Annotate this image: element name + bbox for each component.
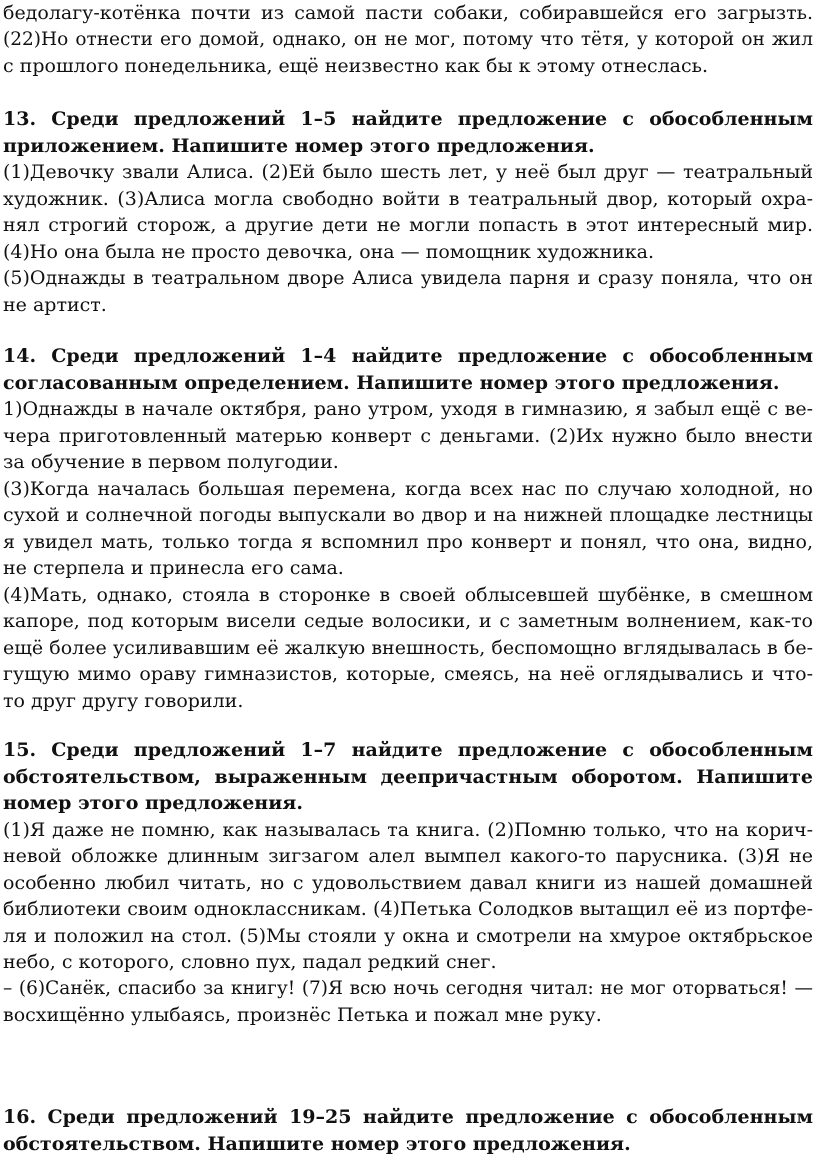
question-14-text: гущую мимо ораву гимназистов, которые, смеясь, на неё оглядывались и что- bbox=[3, 663, 813, 685]
question-14-text: за обучение в первом полугодии. bbox=[3, 451, 339, 473]
question-14-text: ещё более усиливавшим её жалкую внешность, беспомощно вглядывалась в бе- bbox=[3, 636, 813, 659]
question-16-heading: 16. Среди предложений 19–25 найдите предложение с обособленным bbox=[3, 1106, 813, 1128]
question-13-text: художник. (3)Алиса могла свободно войти в театральный двор, который охра- bbox=[3, 187, 813, 210]
question-15-text: (1)Я даже не помню, как называлась та книга. (2)Помню только, что на корич- bbox=[3, 818, 813, 841]
question-15-text: особенно любил читать, но с удовольствием давал книги из нашей домашней bbox=[3, 871, 813, 894]
question-13-text: (1)Девочку звали Алиса. (2)Ей было шесть лет, у неё был друг — театральный bbox=[3, 161, 813, 183]
question-15-text: библиотеки своим одноклассникам. (4)Петька Солодков вытащил её из портфе- bbox=[3, 898, 813, 920]
question-14-heading: 14. Среди предложений 1–4 найдите предложение с обособленным bbox=[3, 345, 813, 367]
question-14-text: чера приготовленный матерью конверт с деньгами. (2)Их нужно было внести bbox=[3, 424, 813, 447]
question-13-text: не артист. bbox=[3, 293, 107, 316]
question-14-text: сухой и солнечной погоды выпускали во двор и на нижней площадке лестницы bbox=[3, 504, 813, 526]
intro-line: бедолагу-котёнка почти из самой пасти собаки, собиравшейся его загрызть. bbox=[3, 2, 813, 24]
question-15-text: ля и положил на стол. (5)Мы стояли у окна и смотрели на хмурое октябрьское bbox=[3, 924, 813, 947]
question-15-heading: 15. Среди предложений 1–7 найдите предложение с обособленным bbox=[3, 739, 813, 761]
question-13-heading: 13. Среди предложений 1–5 найдите предложение с обособленным bbox=[3, 108, 813, 130]
question-16-heading: обстоятельством. Напишите номер этого предложения. bbox=[3, 1132, 631, 1155]
intro-line: с прошлого понедельника, ещё неизвестно как бы к этому отнеслась. bbox=[3, 55, 709, 77]
question-14-text: не стерпела и принесла его сама. bbox=[3, 557, 344, 579]
question-15-heading: номер этого предложения. bbox=[3, 792, 303, 814]
question-14-heading: согласованным определением. Напишите номер этого предложения. bbox=[3, 371, 780, 394]
question-14-text: капоре, под которым висели седые волосики, и с заметным волнением, как-то bbox=[3, 610, 813, 632]
question-14-text: я увидел мать, только тогда я вспомнил про конверт и понял, что она, видно, bbox=[3, 530, 813, 553]
question-16 bbox=[3, 1104, 813, 1157]
question-14-text: то друг другу говорили. bbox=[3, 689, 244, 712]
question-14-text: (4)Мать, однако, стояла в сторонке в своей облысевшей шубёнке, в смешном bbox=[3, 583, 813, 606]
question-13-text: (4)Но она была не просто девочка, она — помощник художника. bbox=[3, 240, 655, 263]
question-15 bbox=[3, 737, 813, 1029]
question-13-text: (5)Однажды в театральном дворе Алиса увидела парня и сразу поняла, что он bbox=[3, 267, 813, 289]
question-14 bbox=[3, 343, 813, 714]
question-14-text: 1)Однажды в начале октября, рано утром, уходя в гимназию, я забыл ещё с ве- bbox=[3, 398, 813, 420]
question-15-text: невой обложке длинным зигзагом алел вымпел какого-то парусника. (3)Я не bbox=[3, 845, 813, 867]
question-13 bbox=[3, 106, 813, 318]
question-13-text: нял строгий сторож, а другие дети не могли попасть в этот интересный мир. bbox=[3, 214, 813, 236]
intro-line: (22)Но отнести его домой, однако, он не мог, потому что тётя, у которой он жил bbox=[3, 28, 813, 50]
question-15-text: – (6)Санёк, спасибо за книгу! (7)Я всю ночь сегодня читал: не мог оторваться! — bbox=[3, 977, 813, 999]
question-15-text: восхищённо улыбаясь, произнёс Петька и пожал мне руку. bbox=[3, 1004, 602, 1026]
question-14-text: (3)Когда началась большая перемена, когда всех нас по случаю холодной, но bbox=[3, 477, 813, 500]
question-15-text: небо, с которого, словно пух, падал редкий снег. bbox=[3, 951, 497, 973]
intro-paragraph bbox=[3, 0, 813, 80]
question-13-heading: приложением. Напишите номер этого предложения. bbox=[3, 134, 595, 157]
question-15-heading: обстоятельством, выраженным деепричастным оборотом. Напишите bbox=[3, 765, 813, 788]
